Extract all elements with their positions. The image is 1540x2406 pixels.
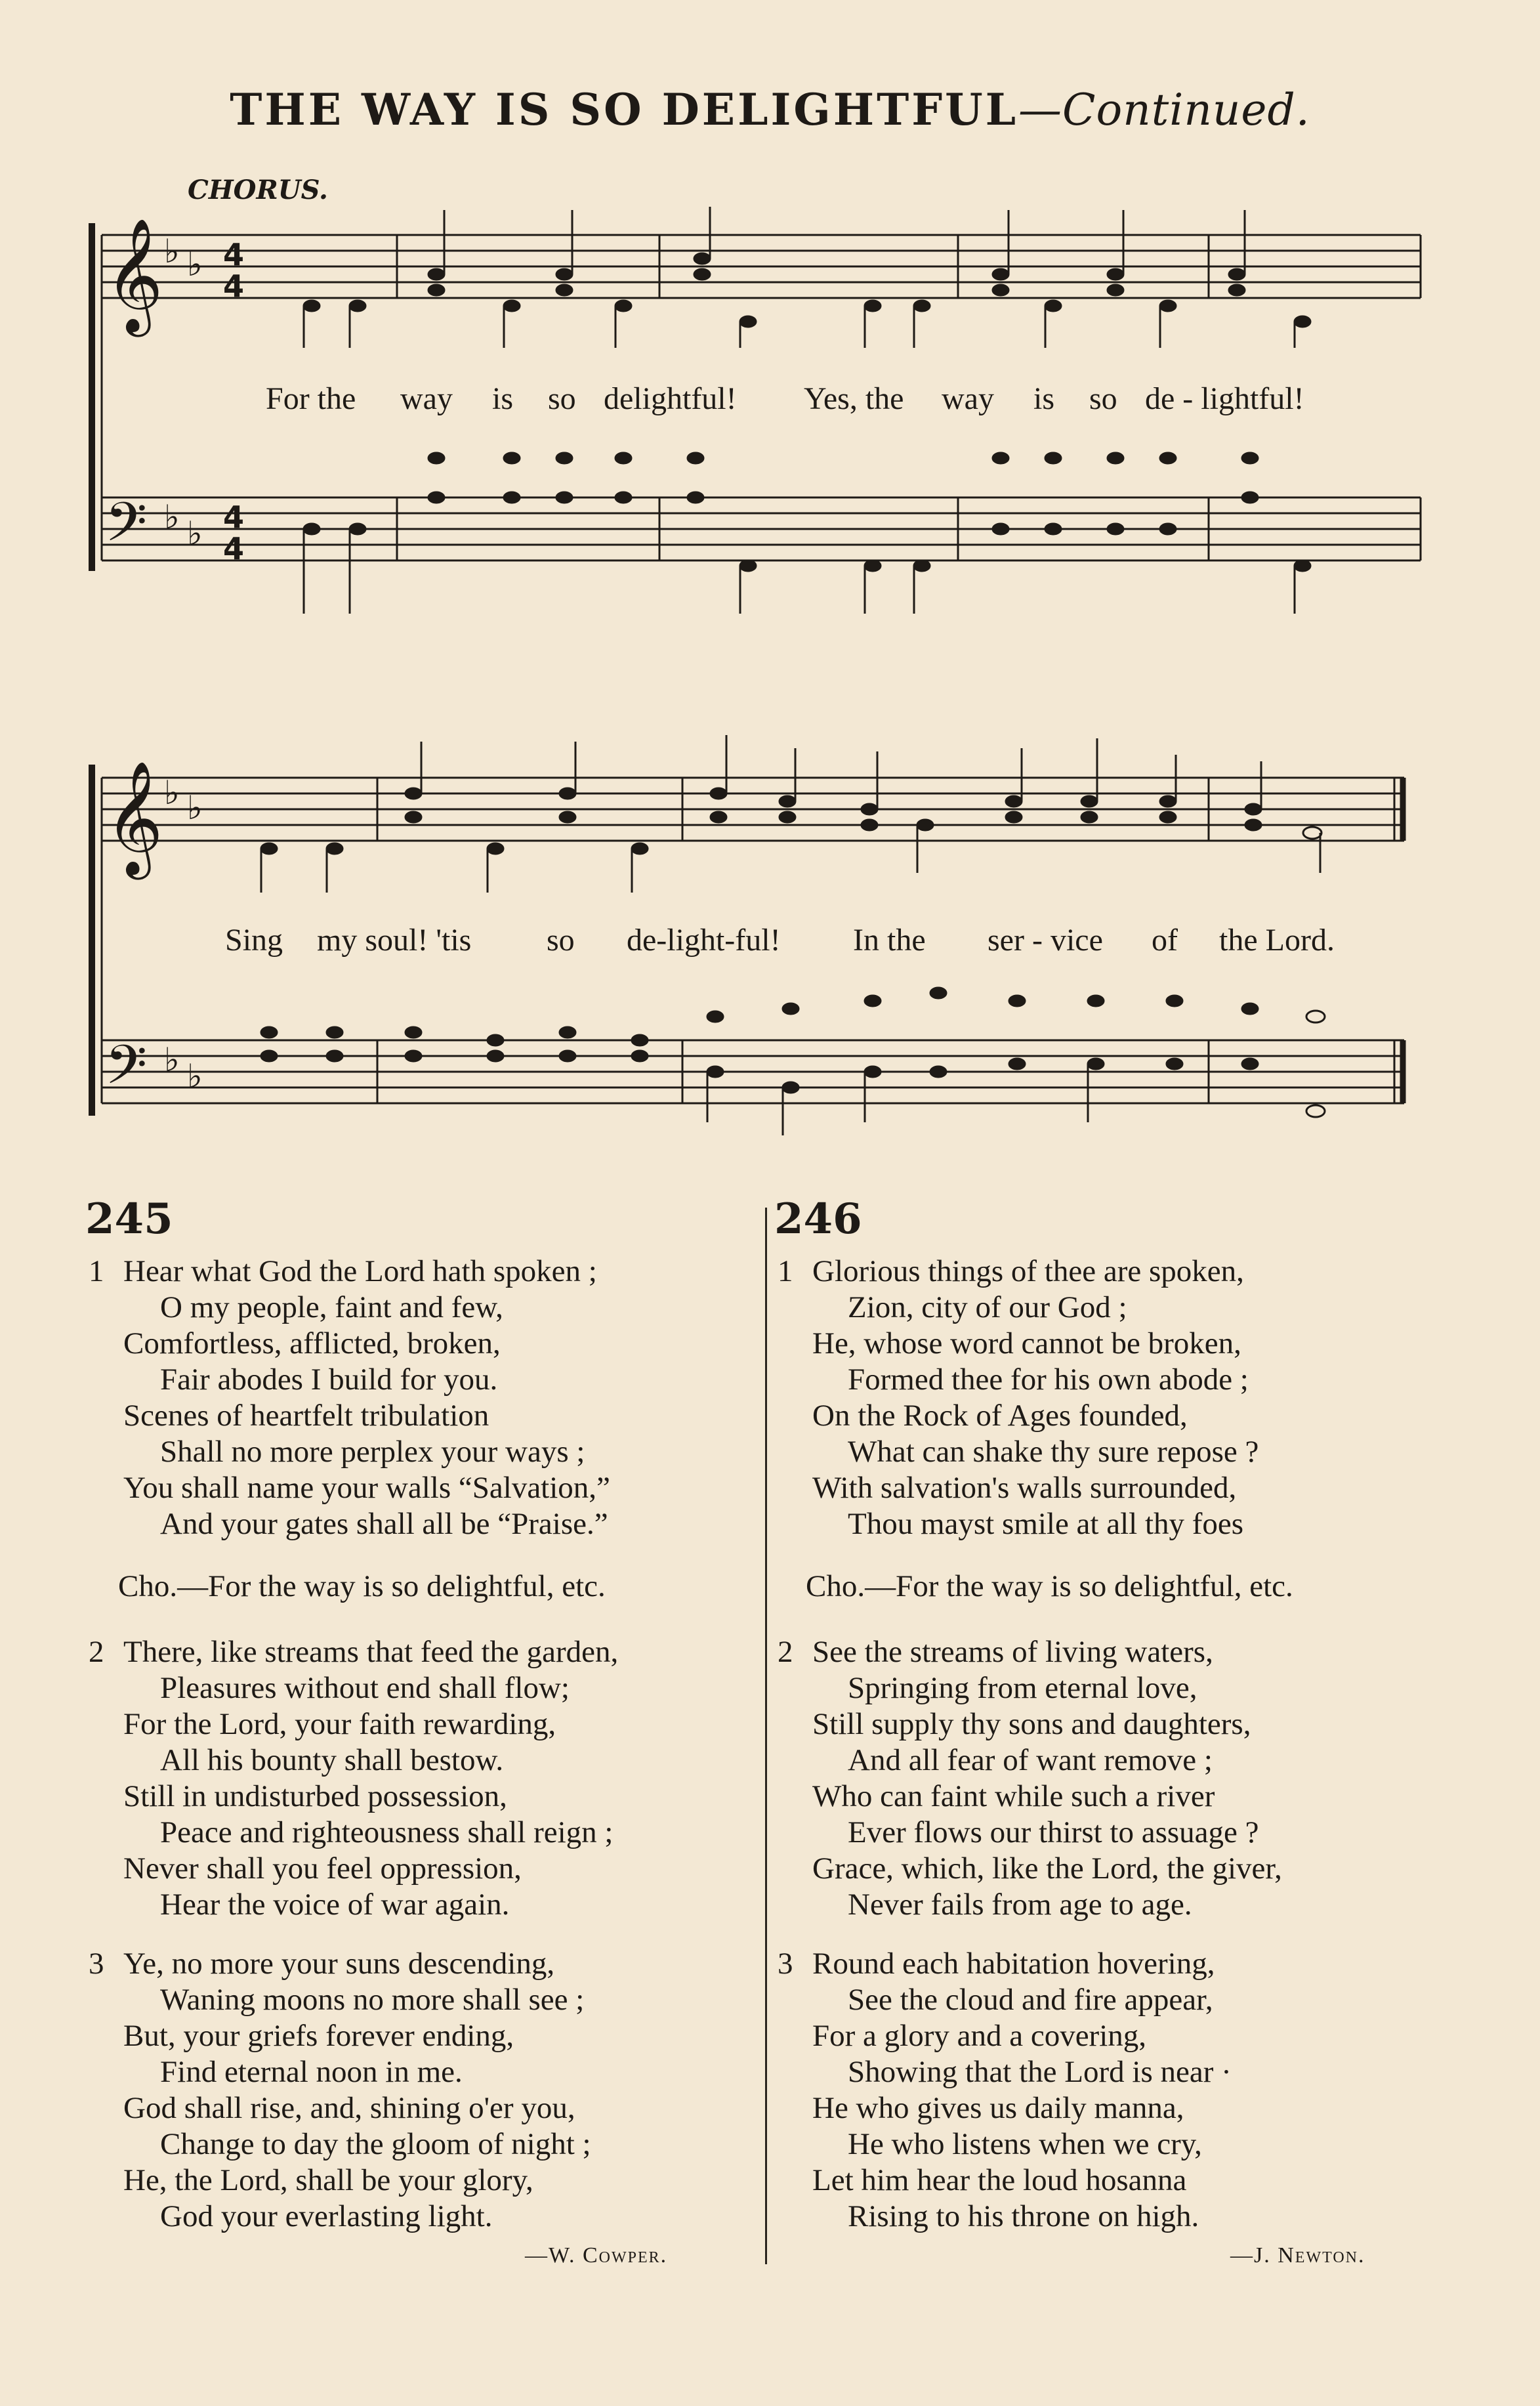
verse-line: O my people, faint and few, [160,1290,503,1324]
lyric-word: so [1089,381,1117,416]
system1-bass-staff [102,497,1421,560]
verse-line: See the streams of living waters, [812,1635,1213,1669]
verse-line: Waning moons no more shall see ; [160,1983,585,2017]
verse-line: He who listens when we cry, [848,2127,1202,2161]
verse-number: 1 [778,1254,793,1288]
verse-line: Round each habitation hovering, [812,1947,1215,1981]
verse-line: And your gates shall all be “Praise.” [160,1507,608,1541]
lyric-word: ser - vice [988,923,1103,958]
lyric-word: de - lightful! [1145,381,1304,416]
flat-icon: ♭ [187,1057,203,1095]
verse-line: Thou mayst smile at all thy foes [848,1507,1244,1541]
verse-line: God your everlasting light. [160,2199,493,2233]
verse-number: 2 [89,1635,104,1669]
verse-line: Still in undisturbed possession, [123,1779,507,1813]
verse-line: Pleasures without end shall flow; [160,1671,570,1705]
flat-icon: ♭ [187,515,203,553]
verse-line: Showing that the Lord is near · [848,2055,1232,2089]
time-signature: 4 [223,531,245,566]
verse-line: He, the Lord, shall be your glory, [123,2163,533,2197]
lyric-word: delightful! [604,381,737,416]
verse-line: Let him hear the loud hosanna [812,2163,1187,2197]
verse-line: He, whose word cannot be broken, [812,1326,1241,1361]
verse-number: 1 [89,1254,104,1288]
author-credit: —J. Newton. [1230,2243,1365,2268]
treble-clef-icon: 𝄞 [105,218,163,332]
verse-line: Comfortless, afflicted, broken, [123,1326,501,1361]
lyric-word: is [1033,381,1055,416]
verse-line: For the Lord, your faith rewarding, [123,1707,556,1741]
flat-icon: ♭ [164,498,180,536]
verse-line: Never fails from age to age. [848,1888,1192,1922]
verse-line: God shall rise, and, shining o'er you, [123,2091,575,2125]
lyric-word: my soul! 'tis [317,923,472,958]
time-signature: 4 [223,237,245,272]
lyric-word: is [492,381,514,416]
system2-treble-notes [261,735,1321,893]
lyric-word: de-light-ful! [627,923,781,958]
verse-line: See the cloud and fire appear, [848,1983,1213,2017]
verse-line: Glorious things of thee are spoken, [812,1254,1244,1288]
verse-line: Shall no more perplex your ways ; [160,1435,585,1469]
verse-number: 2 [778,1635,793,1669]
bass-clef-icon: 𝄢 [105,490,148,567]
verse-line: Hear what God the Lord hath spoken ; [123,1254,597,1288]
bass-clef-icon: 𝄢 [105,1033,148,1110]
time-signature: 4 [223,499,245,535]
lyric-word: the Lord. [1219,923,1335,958]
system1-treble-staff [102,235,1421,298]
verse-line: Grace, which, like the Lord, the giver, [812,1851,1282,1886]
lyric-word: way [942,381,994,416]
verse-line: Scenes of heartfelt tribulation [123,1399,489,1433]
verse-line: Who can faint while such a river [812,1779,1215,1813]
system1-treble-notes [304,207,1310,348]
flat-icon: ♭ [187,789,203,827]
lyric-word: so [547,923,575,958]
chorus-reference: Cho.—For the way is so delightful, etc. [118,1569,606,1603]
verse-line: But, your griefs forever ending, [123,2019,514,2053]
flat-icon: ♭ [164,774,180,812]
verse-line: Find eternal noon in me. [160,2055,463,2089]
verse-line: He who gives us daily manna, [812,2091,1184,2125]
verse-line: Springing from eternal love, [848,1671,1197,1705]
verse-line: Formed thee for his own abode ; [848,1362,1249,1397]
verse-line: Zion, city of our God ; [848,1290,1127,1324]
hymn-number: 245 [85,1194,173,1244]
verse-line: For a glory and a covering, [812,2019,1147,2053]
lyric-word: way [400,381,453,416]
hymn-number: 246 [774,1194,862,1244]
verse-line: All his bounty shall bestow. [160,1743,504,1777]
verse-line: There, like streams that feed the garden, [123,1635,619,1669]
chorus-label: CHORUS. [188,175,328,205]
chorus-reference: Cho.—For the way is so delightful, etc. [806,1569,1293,1603]
lyric-word: Sing [225,923,283,958]
flat-icon: ♭ [164,1041,180,1079]
verse-line: Peace and righteousness shall reign ; [160,1815,614,1849]
system2-bass-notes [261,988,1325,1135]
verse-number: 3 [778,1947,793,1981]
lyric-word: of [1152,923,1178,958]
lyric-word: Yes, the [804,381,904,416]
lyric-word: so [548,381,576,416]
verse-line: Rising to his throne on high. [848,2199,1199,2233]
verse-line: What can shake thy sure repose ? [848,1435,1259,1469]
verse-line: Hear the voice of war again. [160,1888,510,1922]
flat-icon: ♭ [187,245,203,284]
title-suffix: —Continued. [1018,85,1310,135]
verse-line: With salvation's walls surrounded, [812,1471,1237,1505]
verse-number: 3 [89,1947,104,1981]
verse-line: On the Rock of Ages founded, [812,1399,1188,1433]
verse-line: Ye, no more your suns descending, [123,1947,555,1981]
music-score [0,0,1540,1168]
verse-line: And all fear of want remove ; [848,1743,1213,1777]
title-main: THE WAY IS SO DELIGHTFUL [230,84,1019,135]
column-divider [765,1208,767,2264]
flat-icon: ♭ [164,232,180,270]
verse-line: You shall name your walls “Salvation,” [123,1471,610,1505]
verse-line: Never shall you feel oppression, [123,1851,522,1886]
verse-line: Fair abodes I build for you. [160,1362,498,1397]
verse-line: Still supply thy sons and daughters, [812,1707,1251,1741]
treble-clef-icon: 𝄞 [105,761,163,875]
time-signature: 4 [223,268,245,304]
author-credit: —W. Cowper. [525,2243,668,2268]
lyric-word: For the [266,381,356,416]
verse-line: Ever flows our thirst to assuage ? [848,1815,1259,1849]
verse-line: Change to day the gloom of night ; [160,2127,591,2161]
lyric-word: In the [853,923,926,958]
system1-bass-notes [304,453,1310,614]
